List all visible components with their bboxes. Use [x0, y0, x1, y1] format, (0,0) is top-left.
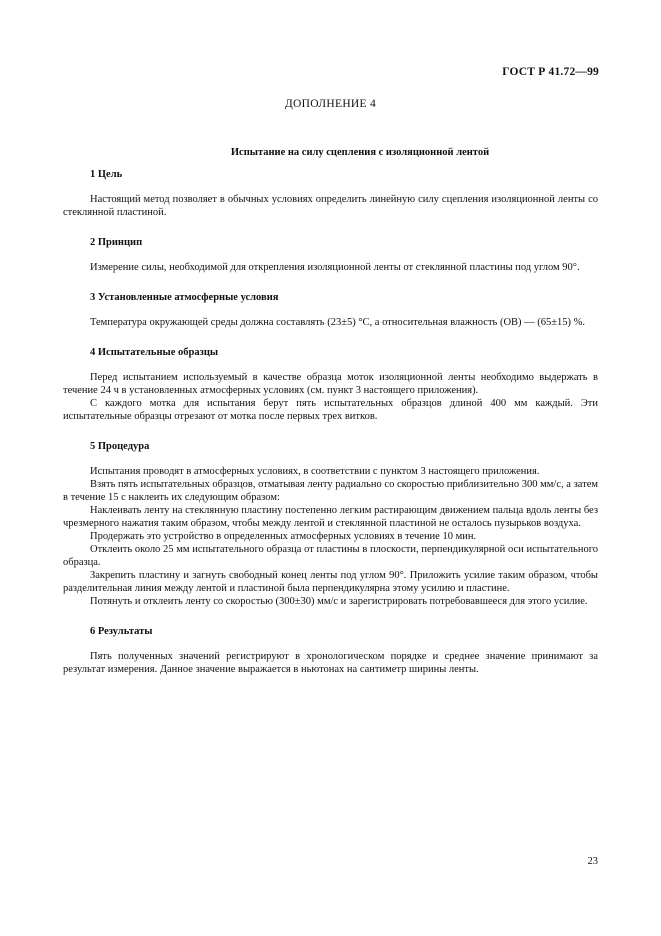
paragraph: Отклеить около 25 мм испытательного образца от пластины в плоскости, перпендикулярной оси испытательного образца. — [63, 544, 598, 568]
paragraph: Настоящий метод позволяет в обычных условиях определить линейную силу сцепления изоляционной ленты со стеклянной пластиной. — [63, 194, 598, 218]
paragraph: Пять полученных значений регистрируют в хронологическом порядке и среднее значение принимают за результат измерения. Данное значение выражается в ньютонах на сантиметр ширины ленты. — [63, 651, 598, 675]
paragraph: Продержать это устройство в определенных атмосферных условиях в течение 10 мин. — [90, 531, 477, 542]
paragraph: Перед испытанием используемый в качестве образца моток изоляционной ленты необходимо выдержать в течение 24 ч в установленных атмосферных условиях (см. пункт 3 настоящего приложения). — [63, 372, 598, 396]
document-body — [63, 168, 598, 676]
section-heading: 1 Цель — [90, 169, 123, 180]
paragraph: Наклеивать ленту на стеклянную пластину постепенно легким растирающим движением пальца вдоль ленты без чрезмерного нажатия таким образом, чтобы между лентой и стеклянной пластиной не осталось пузырьков воздуха. — [63, 505, 598, 529]
page-number: 23 — [587, 856, 598, 867]
section-heading: 6 Результаты — [90, 626, 153, 637]
paragraph: Измерение силы, необходимой для открепления изоляционной ленты от стеклянной пластины под углом 90°. — [90, 262, 580, 273]
paragraph: Температура окружающей среды должна составлять (23±5) °С, а относительная влажность (ОВ) — (65±15) %. — [90, 317, 586, 328]
section-heading: 3 Установленные атмосферные условия — [90, 292, 279, 303]
paragraph: Взять пять испытательных образцов, отматывая ленту радиально со скоростью приблизительно 300 мм/с, а затем в течение 15 с наклеить их следующим образом: — [63, 479, 598, 503]
paragraph: Потянуть и отклеить ленту со скоростью (300±30) мм/с и зарегистрировать потребовавшееся для этого усилие. — [90, 596, 588, 607]
section-heading: 4 Испытательные образцы — [90, 347, 219, 358]
paragraph: С каждого мотка для испытания берут пять испытательных образцов длиной 400 мм каждый. Эти испытательные образцы отрезают от мотка после первых трех витков. — [63, 398, 598, 422]
section-heading: 2 Принцип — [90, 237, 143, 248]
appendix-title: ДОПОЛНЕНИЕ 4 — [284, 98, 377, 110]
paragraph: Закрепить пластину и загнуть свободный конец ленты под углом 90°. Приложить усилие таким образом, чтобы разделительная линия между лентой и пластиной была перпендикулярна этому усилию и пластине. — [63, 570, 598, 594]
section-heading: 5 Процедура — [90, 441, 150, 452]
document-title: Испытание на силу сцепления с изоляционной лентой — [230, 147, 490, 158]
paragraph: Испытания проводят в атмосферных условиях, в соответствии с пунктом 3 настоящего приложения. — [90, 466, 540, 477]
standard-code: ГОСТ Р 41.72—99 — [502, 66, 599, 78]
